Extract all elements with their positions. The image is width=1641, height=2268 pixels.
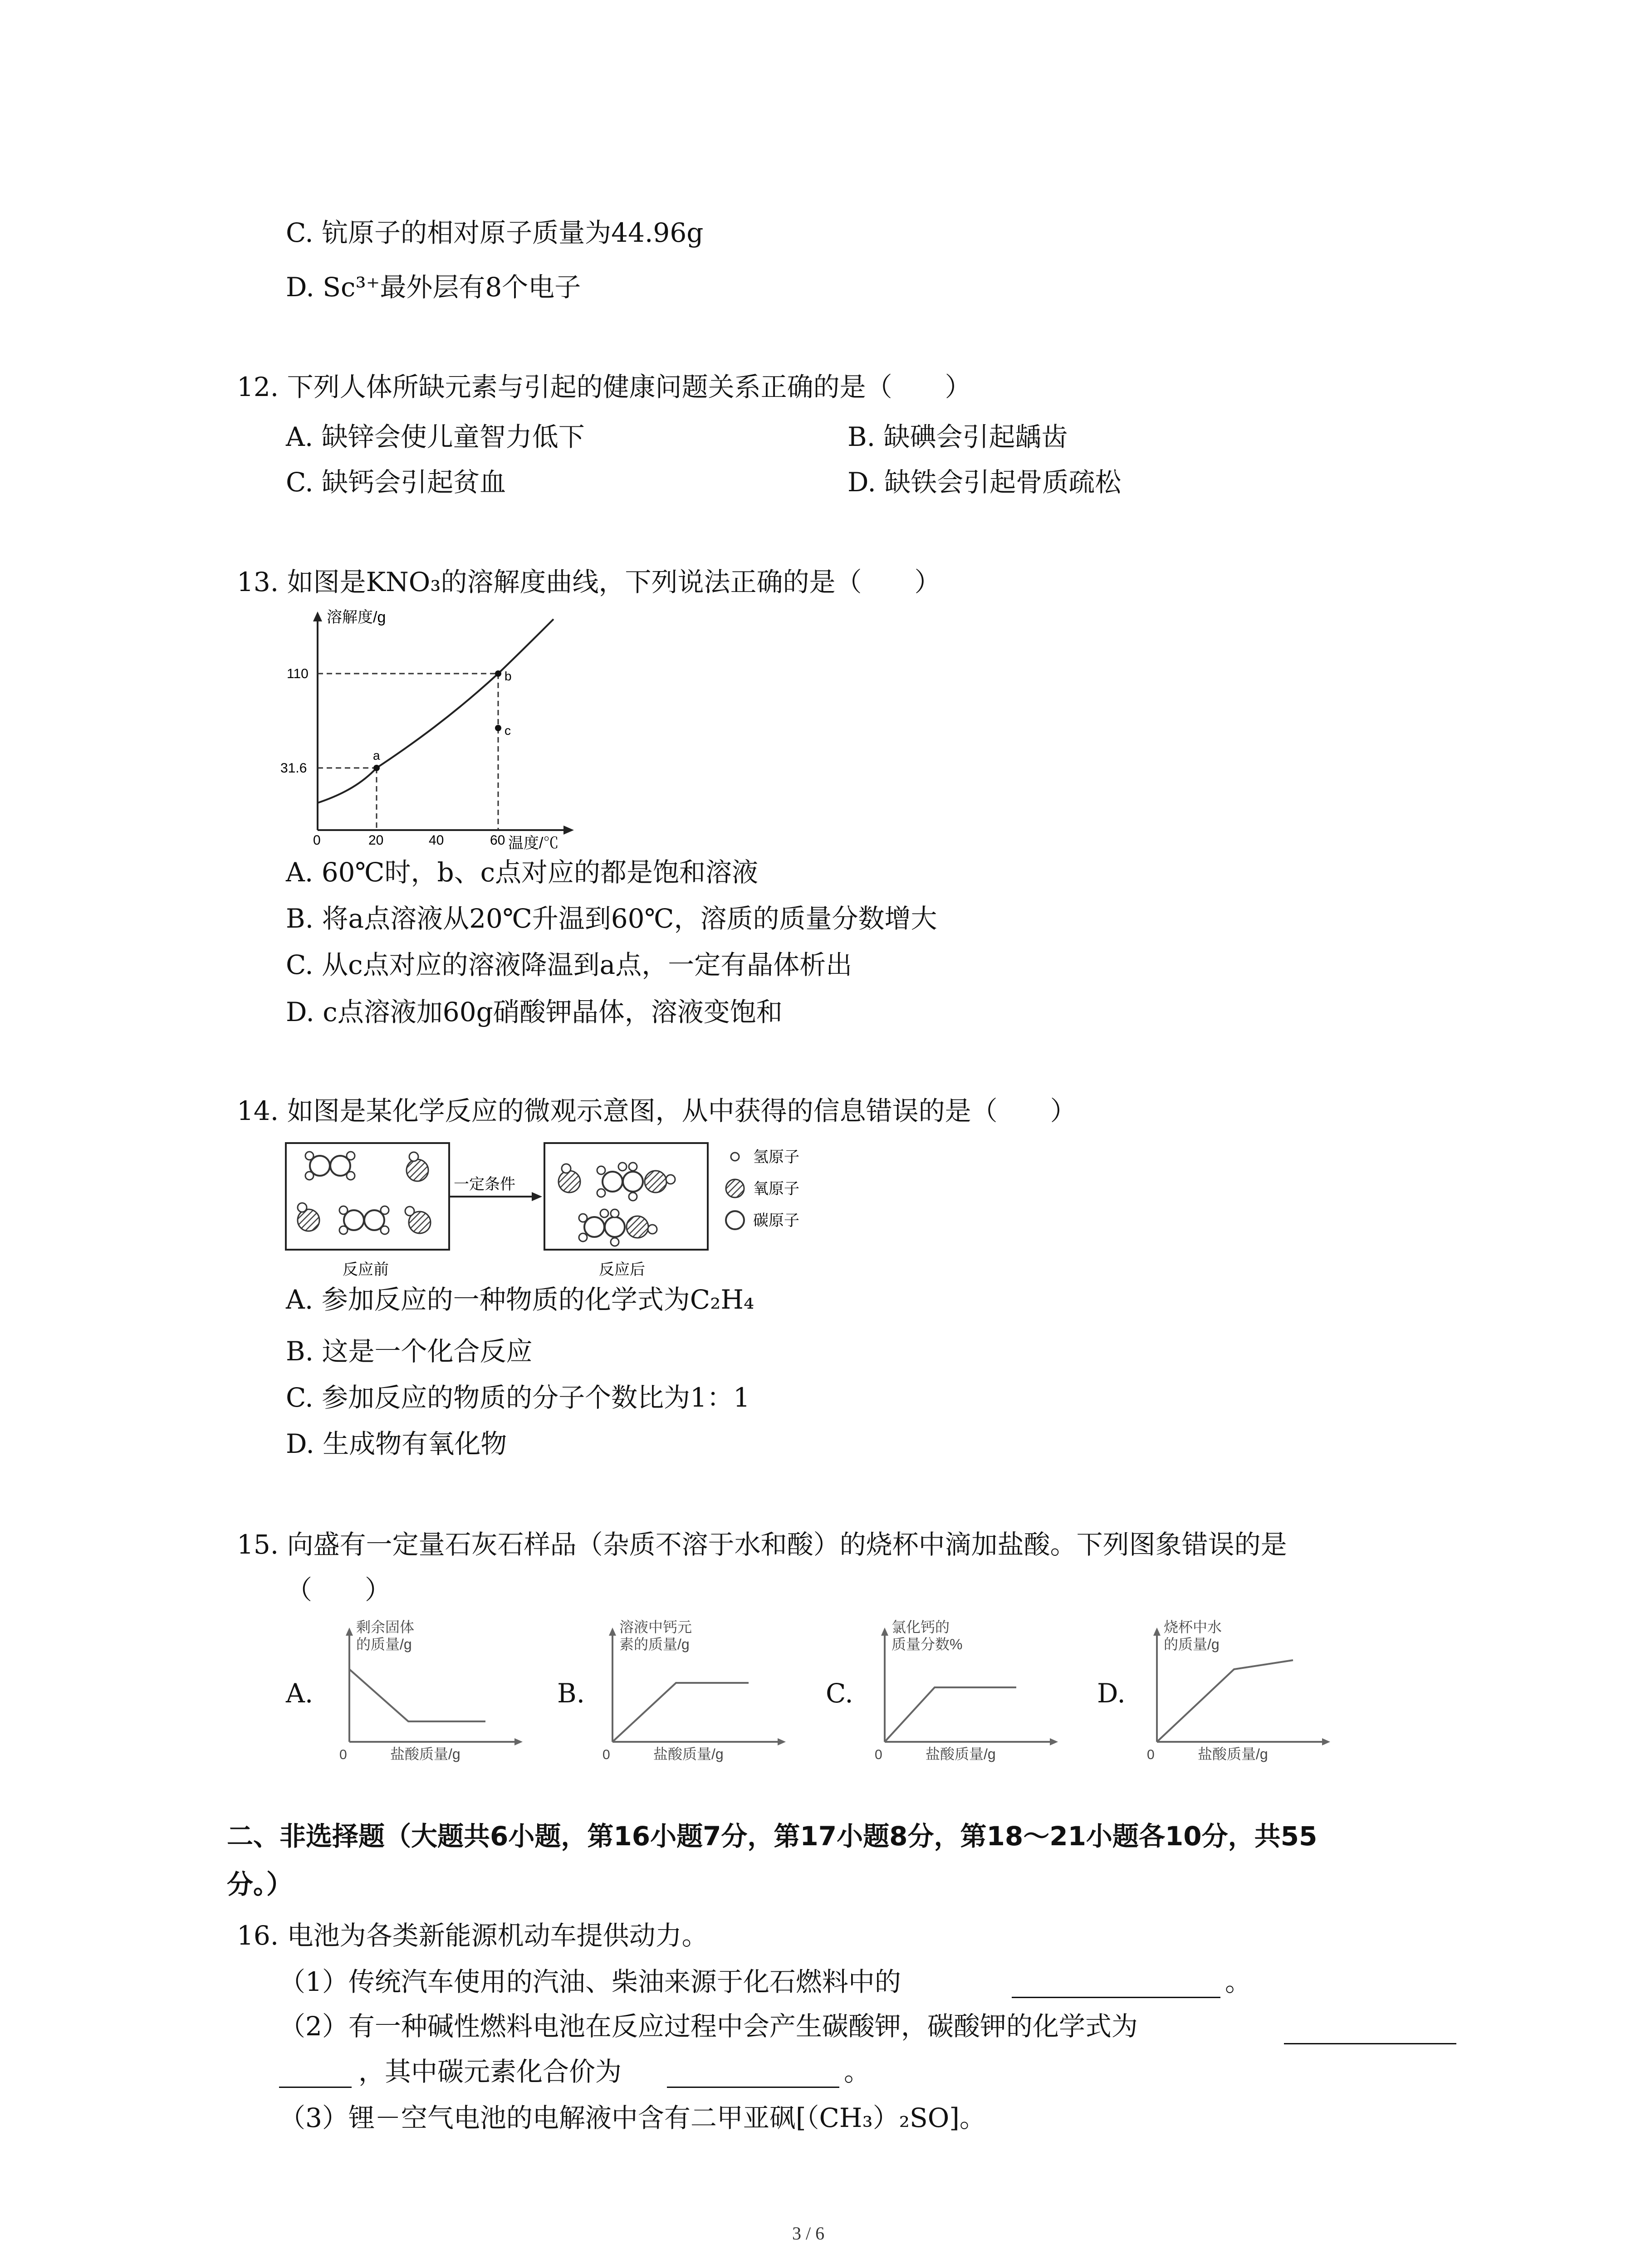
y-axis-label: 溶解度/g bbox=[327, 609, 386, 626]
section-2-heading-line1: 二、非选择题（大题共6小题，第16小题7分，第17小题8分，第18～21小题各10分，共55 bbox=[227, 1821, 1318, 1852]
q15-graph-b bbox=[599, 1619, 817, 1765]
q15-option-d-letter: D. bbox=[1097, 1678, 1126, 1709]
q11-option-d: D. Sc³⁺最外层有8个电子 bbox=[286, 272, 581, 303]
q13-option-b: B. 将a点溶液从20℃升温到60℃，溶质的质量分数增大 bbox=[286, 903, 937, 934]
solubility-curve bbox=[318, 619, 554, 803]
q16-part2-end: 。 bbox=[844, 2056, 871, 2087]
graph-b-xlabel: 盐酸质量/g bbox=[653, 1746, 724, 1762]
q14-option-b: B. 这是一个化合反应 bbox=[286, 1336, 533, 1367]
q11-option-c: C. 钪原子的相对原子质量为44.96g bbox=[286, 217, 704, 248]
q15-option-b-letter: B. bbox=[557, 1678, 585, 1709]
q14-option-a: A. 参加反应的一种物质的化学式为C₂H₄ bbox=[286, 1284, 754, 1315]
point-a-marker bbox=[373, 765, 380, 771]
graph-b-line bbox=[612, 1683, 749, 1742]
q13-stem: 13. 如图是KNO₃的溶解度曲线，下列说法正确的是（ ） bbox=[237, 567, 941, 597]
graph-a-origin: 0 bbox=[339, 1747, 347, 1762]
legend-oxygen-label: 氧原子 bbox=[753, 1180, 799, 1198]
q16-part2-valence-text: ，其中碳元素化合价为 bbox=[358, 2056, 622, 2087]
reaction-condition: 一定条件 bbox=[454, 1176, 515, 1193]
point-a-label: a bbox=[373, 748, 380, 763]
legend-carbon-label: 碳原子 bbox=[753, 1212, 799, 1229]
q15-graph-a bbox=[336, 1619, 554, 1765]
q12-option-d: D. 缺铁会引起骨质疏松 bbox=[847, 467, 1122, 498]
q12-option-b: B. 缺碘会引起龋齿 bbox=[847, 421, 1068, 452]
after-box bbox=[544, 1143, 708, 1250]
graph-a-ylabel-2: 的质量/g bbox=[356, 1636, 412, 1652]
point-c-label: c bbox=[505, 723, 511, 738]
q16-part2-formula-blank[interactable] bbox=[1284, 2018, 1456, 2044]
q14-stem: 14. 如图是某化学反应的微观示意图，从中获得的信息错误的是（ ） bbox=[237, 1095, 1077, 1126]
q15-option-a-letter: A. bbox=[286, 1678, 314, 1709]
q15-graph-d bbox=[1143, 1619, 1361, 1765]
graph-a-ylabel-1: 剩余固体 bbox=[356, 1619, 415, 1635]
q13-option-c: C. 从c点对应的溶液降温到a点，一定有晶体析出 bbox=[286, 949, 852, 980]
graph-a-line bbox=[349, 1669, 485, 1721]
q12-option-a: A. 缺锌会使儿童智力低下 bbox=[286, 421, 585, 452]
q16-part2-text: （2）有一种碱性燃料电池在反应过程中会产生碳酸钾，碳酸钾的化学式为 bbox=[279, 2011, 1138, 2042]
y-tick-110: 110 bbox=[287, 666, 309, 681]
q14-option-d: D. 生成物有氧化物 bbox=[286, 1428, 507, 1459]
graph-d-origin: 0 bbox=[1147, 1747, 1155, 1762]
graph-c-origin: 0 bbox=[875, 1747, 882, 1762]
before-caption: 反应前 bbox=[343, 1261, 389, 1278]
graph-b-ylabel-1: 溶液中钙元 bbox=[619, 1619, 692, 1635]
q15-option-c-letter: C. bbox=[826, 1678, 853, 1709]
x-tick-0: 0 bbox=[313, 833, 321, 848]
graph-c-ylabel-2: 质量分数% bbox=[892, 1636, 963, 1652]
point-c-marker bbox=[495, 725, 501, 731]
legend-carbon-icon bbox=[726, 1211, 744, 1229]
q15-stem: 15. 向盛有一定量石灰石样品（杂质不溶于水和酸）的烧杯中滴加盐酸。下列图象错误的是 bbox=[237, 1529, 1287, 1560]
q12-option-c: C. 缺钙会引起贫血 bbox=[286, 467, 506, 498]
q13-option-d: D. c点溶液加60g硝酸钾晶体，溶液变饱和 bbox=[286, 997, 783, 1027]
solubility-curve-chart bbox=[268, 608, 612, 853]
point-b-label: b bbox=[505, 669, 512, 683]
after-caption: 反应后 bbox=[599, 1261, 645, 1278]
q16-part1-text: （1）传统汽车使用的汽油、柴油来源于化石燃料中的 bbox=[279, 1966, 901, 1997]
graph-b-ylabel-2: 素的质量/g bbox=[619, 1636, 690, 1652]
reaction-micro-diagram bbox=[281, 1139, 880, 1284]
section-2-heading-line2: 分。） bbox=[227, 1869, 293, 1900]
graph-d-line bbox=[1157, 1660, 1293, 1742]
graph-c-line bbox=[885, 1687, 1016, 1742]
q15-graph-c bbox=[871, 1619, 1089, 1765]
q16-stem: 16. 电池为各类新能源机动车提供动力。 bbox=[237, 1920, 708, 1951]
q13-option-a: A. 60℃时，b、c点对应的都是饱和溶液 bbox=[286, 857, 759, 888]
graph-d-ylabel-2: 的质量/g bbox=[1164, 1636, 1220, 1652]
q16-part3-text: （3）锂－空气电池的电解液中含有二甲亚砜[（CH₃）₂SO]。 bbox=[279, 2102, 986, 2133]
graph-d-xlabel: 盐酸质量/g bbox=[1198, 1746, 1268, 1762]
graph-d-ylabel-1: 烧杯中水 bbox=[1164, 1619, 1222, 1635]
legend-hydrogen-label: 氢原子 bbox=[753, 1149, 799, 1166]
page-number: 3 / 6 bbox=[792, 2223, 825, 2244]
graph-a-xlabel: 盐酸质量/g bbox=[390, 1746, 460, 1762]
q16-part1-end: 。 bbox=[1225, 1966, 1252, 1997]
point-b-marker bbox=[495, 670, 501, 677]
x-tick-60: 60 bbox=[490, 833, 505, 848]
q12-stem: 12. 下列人体所缺元素与引起的健康问题关系正确的是（ ） bbox=[237, 371, 971, 402]
y-tick-31-6: 31.6 bbox=[280, 761, 307, 776]
graph-c-ylabel-1: 氯化钙的 bbox=[892, 1619, 950, 1635]
q16-part2-valence-blank[interactable] bbox=[667, 2061, 839, 2088]
graph-b-origin: 0 bbox=[603, 1747, 610, 1762]
x-tick-20: 20 bbox=[368, 833, 384, 848]
q16-part1-answer-blank[interactable] bbox=[1012, 1971, 1220, 1998]
q16-part2-formula-blank-cont[interactable] bbox=[279, 2061, 352, 2088]
q15-paren: （ ） bbox=[286, 1574, 392, 1605]
x-axis-label: 温度/℃ bbox=[508, 835, 559, 852]
legend-hydrogen-icon bbox=[731, 1153, 739, 1161]
x-tick-40: 40 bbox=[429, 833, 444, 848]
graph-c-xlabel: 盐酸质量/g bbox=[926, 1746, 996, 1762]
legend-oxygen-icon bbox=[726, 1179, 744, 1198]
q14-option-c: C. 参加反应的物质的分子个数比为1：1 bbox=[286, 1382, 750, 1413]
